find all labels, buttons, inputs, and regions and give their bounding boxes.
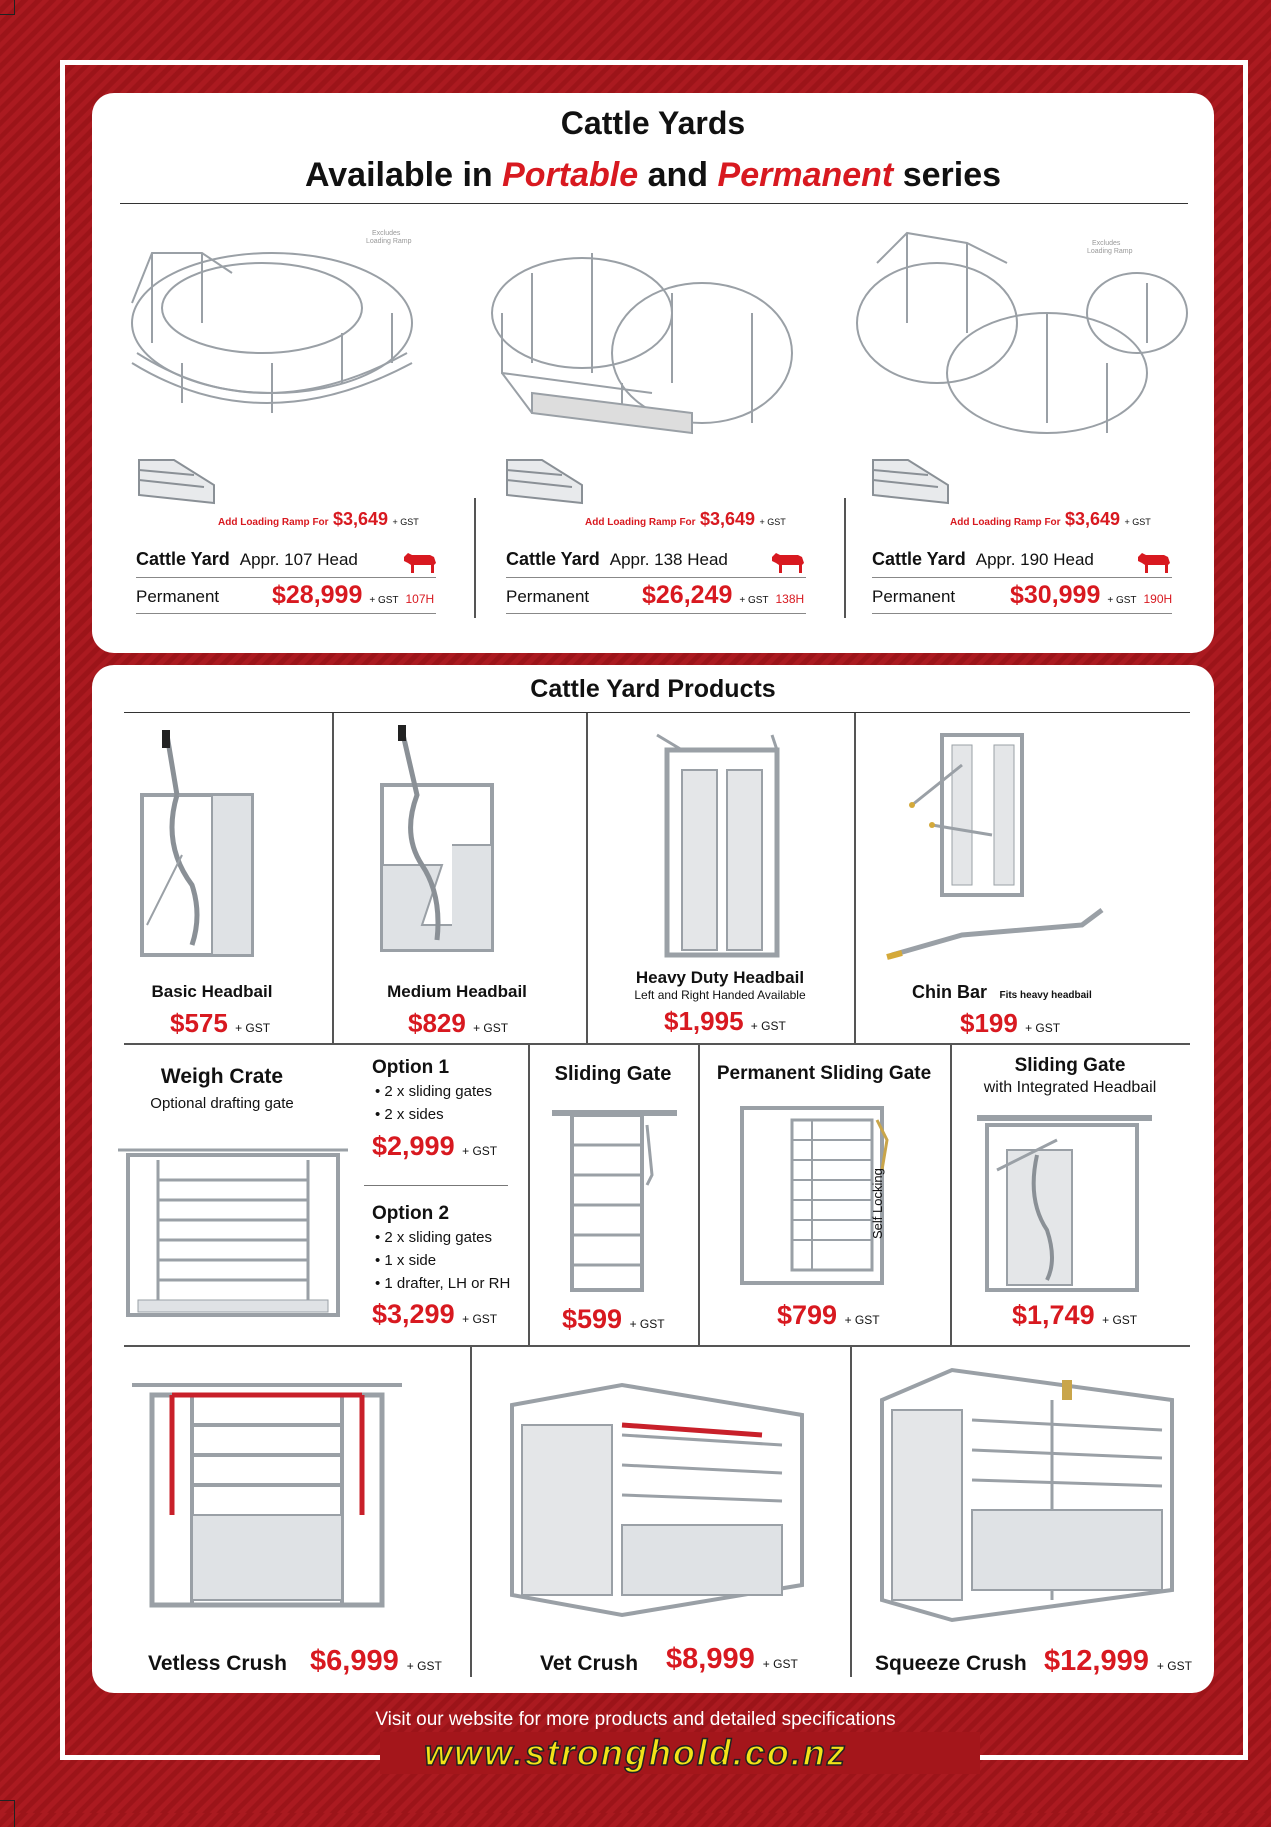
chin-bar-image <box>882 725 1112 965</box>
heavy-duty-headbail-image <box>652 730 792 960</box>
yard-gst: + GST <box>369 595 399 606</box>
option1-title: Option 1 <box>372 1057 450 1078</box>
sliding-gate-name: Sliding Gate <box>554 1063 672 1085</box>
excludes-note: Excludes <box>372 230 401 237</box>
footer-visit-text: Visit our website for more products and detailed specifications <box>375 1709 896 1730</box>
yard-name-row-3 <box>872 549 1094 570</box>
subtitle-post: series <box>893 156 1002 194</box>
row1-divider-2 <box>586 713 588 1043</box>
yard-type-2: Permanent <box>506 587 590 606</box>
row3-divider-2 <box>850 1347 852 1677</box>
ramp-gst: + GST <box>392 517 419 527</box>
yard-image-138 <box>472 233 802 463</box>
heavy-duty-headbail-price-row <box>664 1006 786 1037</box>
chin-bar-note: Fits heavy headbail <box>999 990 1092 1001</box>
yard-price: $28,999 <box>272 581 363 609</box>
crop-mark-top-left <box>0 0 15 15</box>
yard-row-divider-3 <box>872 577 1172 578</box>
products-title: Cattle Yard Products <box>530 675 776 703</box>
yard-name-row-2 <box>506 549 728 570</box>
vet-crush-price: $8,999 <box>666 1643 755 1675</box>
option-divider <box>364 1185 508 1186</box>
yards-subtitle <box>92 156 1214 195</box>
vet-crush-image <box>502 1365 822 1625</box>
weigh-crate-image <box>118 1140 348 1320</box>
sliding-gate-headbail-image <box>977 1110 1157 1295</box>
yard-price-2 <box>642 581 804 610</box>
ramp-price: $3,649 <box>700 509 756 529</box>
yard-name: Cattle Yard <box>136 549 230 569</box>
excludes-note-2: Loading Ramp <box>366 238 412 245</box>
permanent-sliding-gate-price-row <box>777 1300 880 1331</box>
yard-price: $30,999 <box>1010 581 1101 609</box>
gst-label: + GST <box>629 1317 665 1331</box>
yard-capacity: Appr. 107 Head <box>239 550 358 569</box>
yard-gst: + GST <box>739 595 769 606</box>
row3-divider-1 <box>470 1347 472 1677</box>
gst-label: + GST <box>406 1659 442 1673</box>
sliding-gate-headbail-price: $1,749 <box>1012 1300 1095 1330</box>
cow-icon <box>1136 549 1172 575</box>
basic-headbail-price-row <box>170 1008 270 1039</box>
weigh-crate-name: Weigh Crate <box>160 1065 284 1088</box>
option1-bullet-2: • 2 x sides <box>375 1106 444 1123</box>
chin-bar-name: Chin Bar <box>912 982 988 1002</box>
yard-code: 190H <box>1143 592 1173 606</box>
vetless-crush-name: Vetless Crush <box>148 1652 287 1675</box>
sliding-gate-headbail-name: Sliding Gate <box>1014 1055 1126 1076</box>
yard-type-1: Permanent <box>136 587 220 606</box>
sliding-gate-image <box>552 1105 682 1295</box>
gst-label: + GST <box>1102 1313 1138 1327</box>
option1-price-row <box>372 1131 497 1162</box>
sliding-gate-headbail-price-row <box>1012 1300 1137 1331</box>
yard-name: Cattle Yard <box>506 549 600 569</box>
products-title-rule <box>124 712 1190 713</box>
yard-row-divider-1 <box>136 577 436 578</box>
yard-name: Cattle Yard <box>872 549 966 569</box>
heavy-duty-headbail-price: $1,995 <box>664 1006 744 1036</box>
sliding-gate-price-row <box>562 1304 665 1335</box>
gst-label: + GST <box>844 1313 880 1327</box>
yard-divider-2 <box>844 498 846 618</box>
row2-bottom-rule <box>124 1345 1190 1347</box>
yard-row-underline-1 <box>136 613 436 614</box>
squeeze-crush-price-row <box>1044 1645 1192 1678</box>
ramp-row-2 <box>585 509 786 530</box>
sliding-gate-headbail-sub: with Integrated Headbail <box>983 1079 1157 1096</box>
medium-headbail-price-row <box>408 1008 508 1039</box>
yard-divider-1 <box>474 498 476 618</box>
ramp-label: Add Loading Ramp For <box>218 517 329 528</box>
cow-icon <box>402 549 438 575</box>
excludes-note: Excludes <box>1092 240 1121 247</box>
gst-label: + GST <box>235 1021 271 1035</box>
medium-headbail-image <box>362 725 522 965</box>
option2-title: Option 2 <box>372 1203 450 1224</box>
ramp-label: Add Loading Ramp For <box>950 517 1061 528</box>
gst-label: + GST <box>462 1144 498 1158</box>
gst-label: + GST <box>750 1019 786 1033</box>
yards-title: Cattle Yards <box>560 105 746 141</box>
yard-gst: + GST <box>1107 595 1137 606</box>
row1-divider-3 <box>854 713 856 1043</box>
option2-price-row <box>372 1299 497 1330</box>
yard-code: 138H <box>775 592 805 606</box>
vetless-crush-price: $6,999 <box>310 1645 399 1677</box>
gst-label: + GST <box>473 1021 509 1035</box>
excludes-note-2: Loading Ramp <box>1087 248 1133 255</box>
yards-title-rule <box>120 203 1188 204</box>
yard-type-3: Permanent <box>872 587 956 606</box>
yard-price: $26,249 <box>642 581 733 609</box>
basic-headbail-image <box>122 725 282 965</box>
medium-headbail-price: $829 <box>408 1008 466 1038</box>
yard-row-underline-2 <box>506 613 806 614</box>
gst-label: + GST <box>1025 1021 1061 1035</box>
ramp-gst: + GST <box>1124 517 1151 527</box>
yard-image-107 <box>112 213 442 473</box>
ramp-gst: + GST <box>759 517 786 527</box>
yard-image-190 <box>847 223 1187 463</box>
gst-label: + GST <box>462 1312 498 1326</box>
squeeze-crush-image <box>872 1360 1192 1630</box>
yard-capacity: Appr. 190 Head <box>975 550 1094 569</box>
basic-headbail-price: $575 <box>170 1008 228 1038</box>
yard-name-row-1 <box>136 549 358 570</box>
yard-price-3 <box>1010 581 1172 610</box>
option2-price: $3,299 <box>372 1299 455 1329</box>
cow-icon <box>770 549 806 575</box>
sliding-gate-price: $599 <box>562 1304 623 1334</box>
subtitle-permanent: Permanent <box>717 156 894 194</box>
row2-divider-1 <box>528 1045 530 1345</box>
heavy-duty-headbail-name: Heavy Duty Headbail <box>635 968 805 987</box>
ramp-row-1 <box>218 509 419 530</box>
vet-crush-name: Vet Crush <box>540 1652 639 1675</box>
yard-price-1 <box>272 581 434 610</box>
ramp-label: Add Loading Ramp For <box>585 517 696 528</box>
chin-bar-name-row <box>912 982 1092 1003</box>
gst-label: + GST <box>1156 1659 1192 1673</box>
squeeze-crush-name: Squeeze Crush <box>875 1652 1027 1675</box>
vetless-crush-price-row <box>310 1645 442 1678</box>
row2-divider-2 <box>698 1045 700 1345</box>
heavy-duty-headbail-sub: Left and Right Handed Available <box>634 988 806 1002</box>
ramp-price: $3,649 <box>333 509 389 529</box>
cattle-yards-panel <box>92 93 1214 653</box>
permanent-sliding-gate-name: Permanent Sliding Gate <box>716 1063 932 1084</box>
gst-label: + GST <box>762 1657 798 1671</box>
vetless-crush-image <box>132 1365 412 1615</box>
self-locking-note: Self Locking <box>870 1168 885 1239</box>
permanent-sliding-gate-price: $799 <box>777 1300 838 1330</box>
website-link[interactable]: www.stronghold.co.nz <box>424 1732 847 1773</box>
option1-bullet-1: • 2 x sliding gates <box>375 1083 492 1100</box>
subtitle-portable: Portable <box>502 156 639 194</box>
cattle-yard-products-panel <box>92 665 1214 1693</box>
row1-bottom-rule <box>124 1043 1190 1045</box>
yard-capacity: Appr. 138 Head <box>609 550 728 569</box>
subtitle-mid: and <box>638 156 718 194</box>
yard-row-underline-3 <box>872 613 1172 614</box>
loading-ramp-image-2 <box>502 455 592 505</box>
ramp-price: $3,649 <box>1065 509 1121 529</box>
option1-price: $2,999 <box>372 1131 455 1161</box>
option2-bullet-1: • 2 x sliding gates <box>375 1229 492 1246</box>
option2-bullet-3: • 1 drafter, LH or RH <box>375 1275 511 1292</box>
subtitle-pre: Available in <box>304 156 503 194</box>
crop-mark-bottom-left <box>0 1800 15 1827</box>
medium-headbail-name: Medium Headbail <box>387 982 527 1001</box>
chin-bar-price: $199 <box>960 1008 1018 1038</box>
chin-bar-price-row <box>960 1008 1060 1039</box>
basic-headbail-name: Basic Headbail <box>151 982 273 1001</box>
squeeze-crush-price: $12,999 <box>1044 1645 1149 1677</box>
yard-code: 107H <box>405 592 435 606</box>
ramp-row-3 <box>950 509 1151 530</box>
loading-ramp-image-3 <box>868 455 958 505</box>
vet-crush-price-row <box>666 1643 798 1676</box>
weigh-crate-sub: Optional drafting gate <box>150 1095 294 1112</box>
row1-divider-1 <box>332 713 334 1043</box>
option2-bullet-2: • 1 x side <box>375 1252 437 1269</box>
yard-row-divider-2 <box>506 577 806 578</box>
loading-ramp-image-1 <box>134 455 224 505</box>
